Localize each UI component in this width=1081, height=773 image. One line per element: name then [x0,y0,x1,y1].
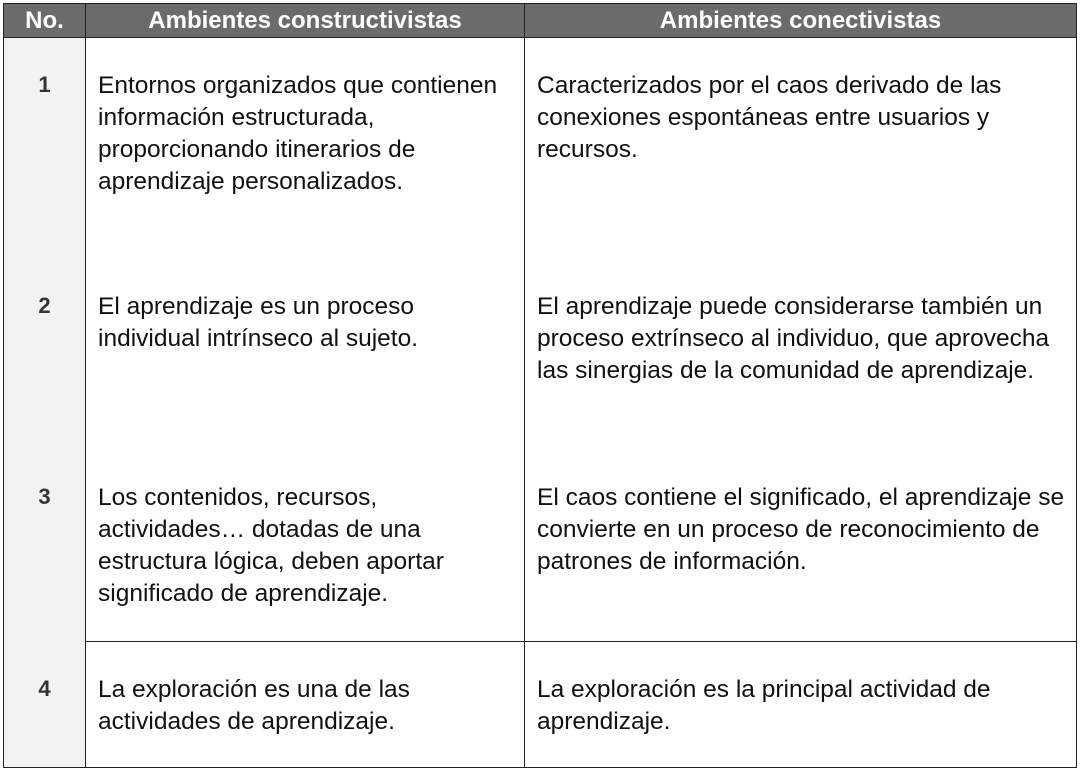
table-row [4,38,1076,259]
header-constructivist: Ambientes constructivistas [148,7,462,34]
table-row [4,642,1076,767]
constructivist-cell: La exploración es una de las actividades de aprendizaje. [98,676,410,735]
connectivist-cell: La exploración es la principal actividad de aprendizaje. [537,676,991,735]
connectivist-cell: El aprendizaje puede considerarse también un proceso extrínseco al individuo, que aprovecha las sinergias de la comunidad de aprendizaje. [537,293,1050,384]
constructivist-cell: Entornos organizados que contienen información estructurada, proporcionando itinerarios de aprendizaje personalizados. [98,72,498,195]
table-header [4,4,1076,38]
constructivist-cell: El aprendizaje es un proceso individual intrínseco al sujeto. [98,293,419,352]
row-number: 4 [38,676,51,701]
comparison-table [3,3,1077,768]
connectivist-cell: El caos contiene el significado, el aprendizaje se convierte en un proceso de reconocimiento de patrones de información. [537,484,1065,575]
row-number: 2 [38,293,51,318]
connectivist-cell: Caracterizados por el caos derivado de las conexiones espontáneas entre usuarios y recursos. [537,72,1002,163]
header-no: No. [25,7,64,34]
row-number: 3 [38,484,51,509]
constructivist-cell: Los contenidos, recursos, actividades… dotadas de una estructura lógica, deben aportar significado de aprendizaje. [98,484,444,607]
header-connectivist: Ambientes conectivistas [659,7,942,34]
row-number: 1 [38,72,51,97]
table-row [4,450,1076,641]
table-row [4,259,1076,450]
